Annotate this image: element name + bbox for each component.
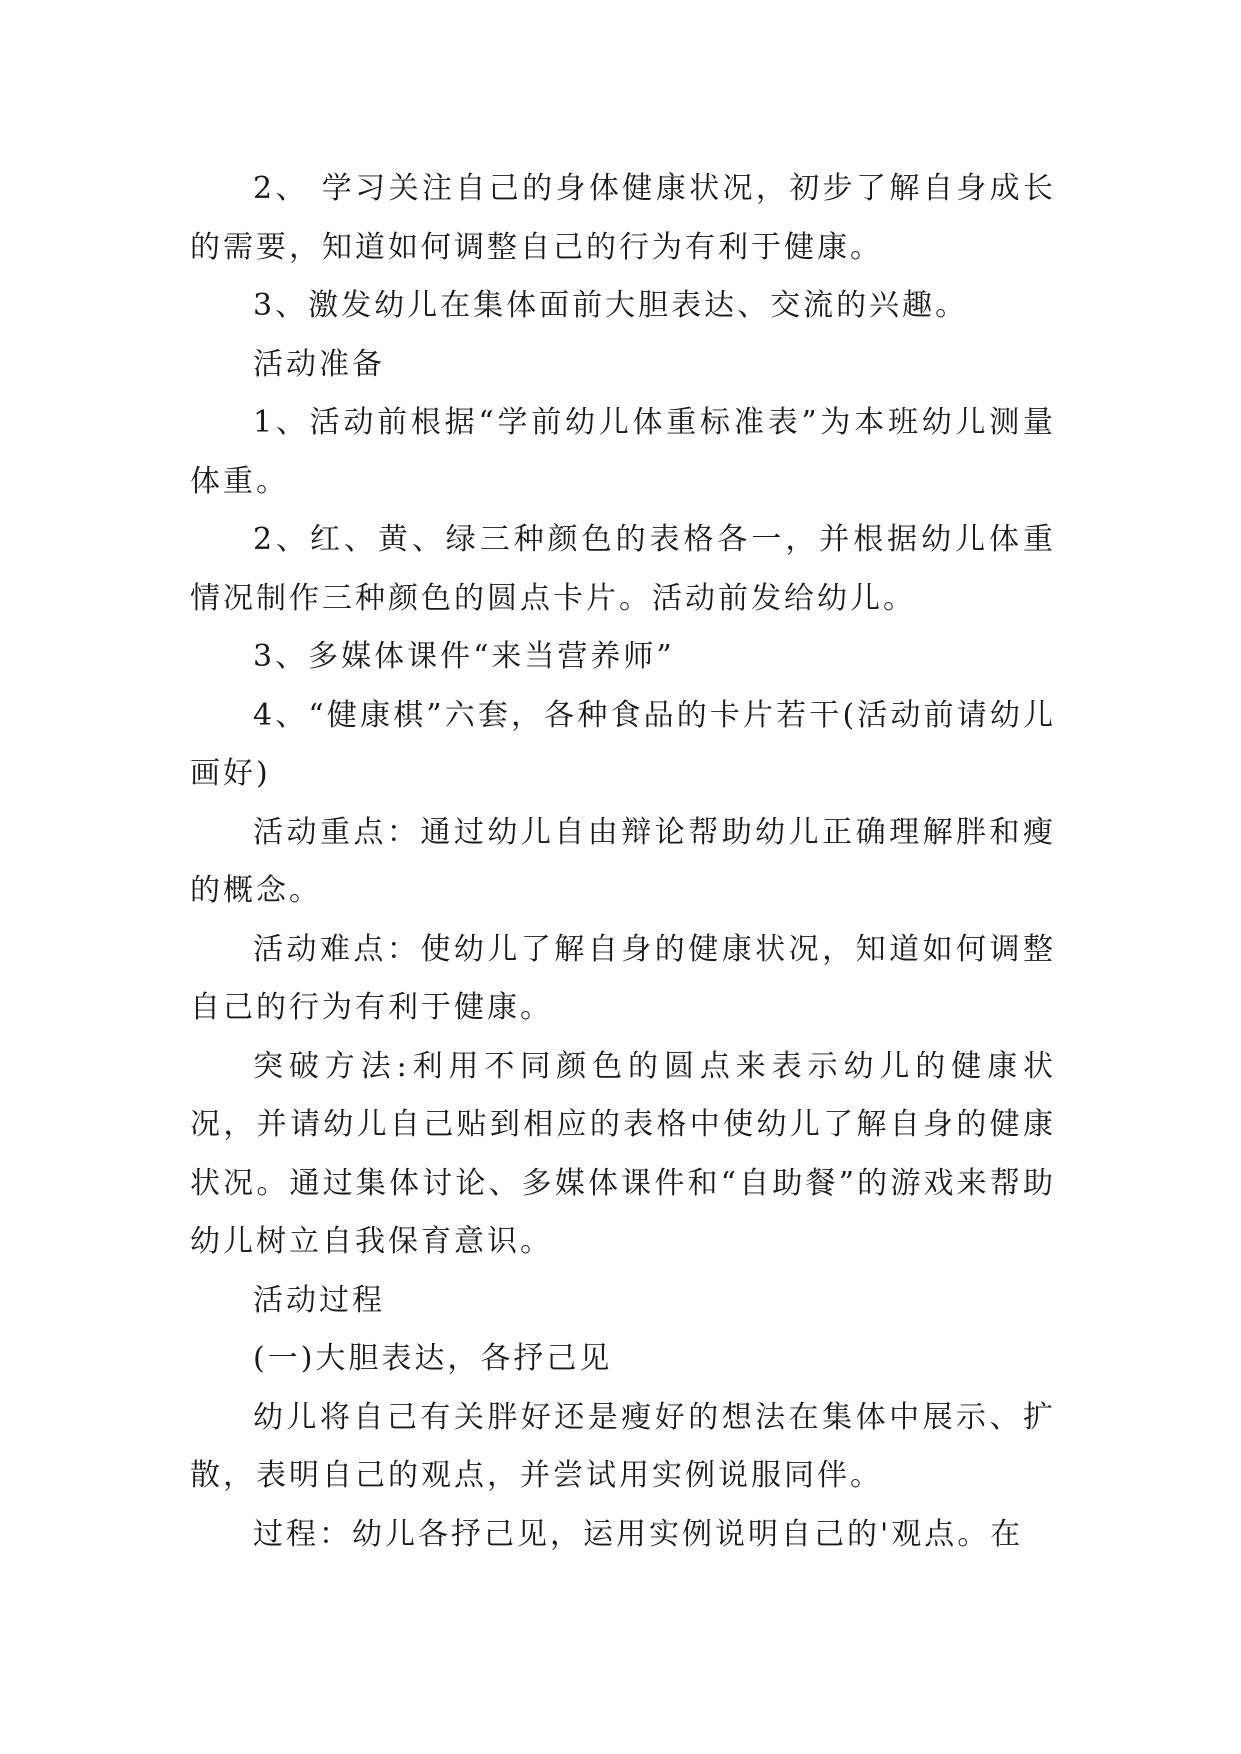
difficulty-paragraph: 活动难点：使幼儿了解自身的健康状况，知道如何调整自己的行为有利于健康。	[190, 931, 1056, 1025]
preparation-4-paragraph: 4、“健康棋”六套，各种食品的卡片若干(活动前请幼儿画好)	[190, 697, 1056, 791]
key-point-paragraph: 活动重点：通过幼儿自由辩论帮助幼儿正确理解胖和瘦的概念。	[190, 814, 1056, 908]
method-paragraph: 突破方法:利用不同颜色的圆点来表示幼儿的健康状况，并请幼儿自己贴到相应的表格中使幼儿了解自身的健康状况。通过集体讨论、多媒体课件和“自助餐”的游戏来帮助幼儿树立自我保育意识。	[190, 1048, 1056, 1259]
document-body	[190, 160, 1056, 1564]
preparation-3-paragraph: 3、多媒体课件“来当营养师”	[253, 639, 675, 674]
section-heading-preparation: 活动准备	[253, 346, 385, 382]
goal-3-paragraph: 3、激发幼儿在集体面前大胆表达、交流的兴趣。	[253, 288, 969, 323]
goal-2-paragraph: 2、 学习关注自己的身体健康状况，初步了解自身成长的需要，知道如何调整自己的行为有利于健康。	[190, 171, 1056, 265]
process-step-1-detail: 过程：幼儿各抒己见，运用实例说明自己的'观点。在	[253, 1516, 1024, 1552]
section-heading-process: 活动过程	[253, 1282, 385, 1318]
process-step-1-heading: (一)大胆表达，各抒己见	[253, 1341, 613, 1376]
preparation-1-paragraph: 1、活动前根据“学前幼儿体重标准表”为本班幼儿测量体重。	[190, 405, 1056, 499]
preparation-2-paragraph: 2、红、黄、绿三种颜色的表格各一，并根据幼儿体重情况制作三种颜色的圆点卡片。活动前发给幼儿。	[190, 522, 1056, 616]
process-step-1-description: 幼儿将自己有关胖好还是瘦好的想法在集体中展示、扩散，表明自己的观点，并尝试用实例说服同伴。	[190, 1399, 1056, 1493]
